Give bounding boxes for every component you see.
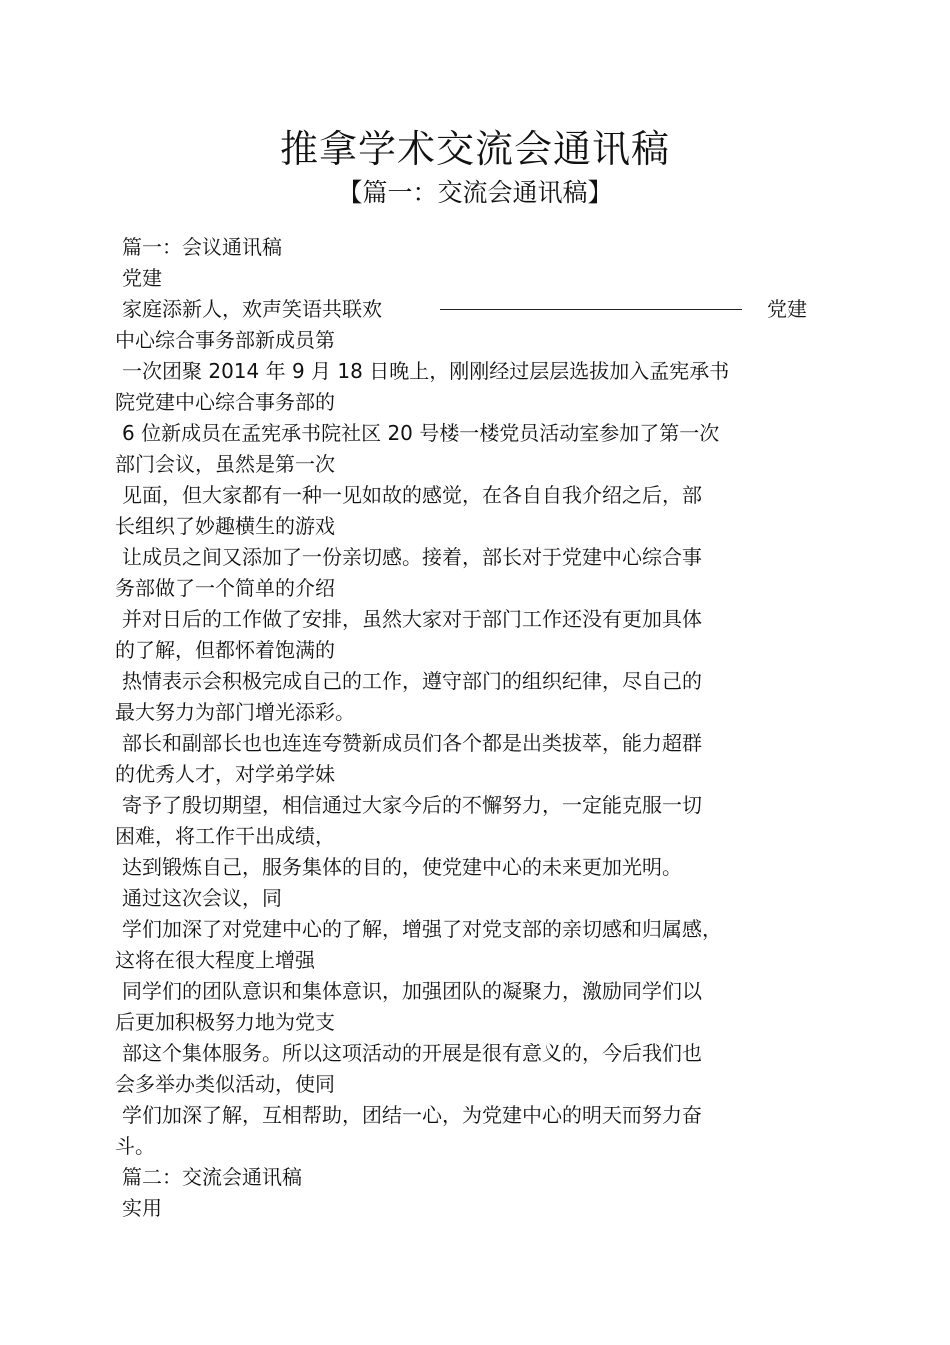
text-line: 热情表示会积极完成自己的工作，遵守部门的组织纪律，尽自己的	[122, 669, 702, 693]
text-line: 学们加深了解，互相帮助，团结一心，为党建中心的明天而努力奋	[122, 1103, 702, 1127]
text-line: 6 位新成员在孟宪承书院社区 20 号楼一楼党员活动室参加了第一次	[122, 421, 720, 445]
text-line: 这将在很大程度上增强	[115, 948, 315, 972]
text-line: 学们加深了对党建中心的了解，增强了对党支部的亲切感和归属感，	[122, 917, 722, 941]
horizontal-rule	[440, 309, 742, 310]
text-line: 部长和副部长也也连连夸赞新成员们各个都是出类拔萃，能力超群	[122, 731, 702, 755]
text-line: 部这个集体服务。所以这项活动的开展是很有意义的，今后我们也	[122, 1041, 702, 1065]
document-subtitle: 【篇一：交流会通讯稿】	[337, 178, 613, 207]
text-line: 实用	[122, 1196, 162, 1220]
text-line: 的了解，但都怀着饱满的	[115, 638, 335, 662]
text-line: 党建	[767, 297, 807, 321]
text-line: 让成员之间又添加了一份亲切感。接着，部长对于党建中心综合事	[122, 545, 702, 569]
text-line: 最大努力为部门增光添彩。	[115, 700, 355, 724]
text-line: 篇一：会议通讯稿	[122, 235, 282, 259]
document-title: 推拿学术交流会通讯稿	[279, 127, 670, 171]
text-line: 同学们的团队意识和集体意识，加强团队的凝聚力，激励同学们以	[122, 979, 702, 1003]
text-line: 通过这次会议，同	[122, 886, 282, 910]
text-line: 达到锻炼自己，服务集体的目的，使党建中心的未来更加光明。	[122, 855, 682, 879]
document-body	[115, 232, 835, 1224]
text-line: 中心综合事务部新成员第	[115, 328, 335, 352]
text-line: 务部做了一个简单的介绍	[115, 576, 335, 600]
text-line: 见面，但大家都有一种一见如故的感觉，在各自自我介绍之后，部	[122, 483, 702, 507]
text-line: 党建	[122, 266, 162, 290]
text-line: 并对日后的工作做了安排，虽然大家对于部门工作还没有更加具体	[122, 607, 702, 631]
text-line: 的优秀人才，对学弟学妹	[115, 762, 335, 786]
text-line: 院党建中心综合事务部的	[115, 390, 335, 414]
text-line-with-rule	[115, 294, 835, 325]
text-line: 斗。	[115, 1134, 155, 1158]
text-line: 会多举办类似活动，使同	[115, 1072, 335, 1096]
text-line: 部门会议，虽然是第一次	[115, 452, 335, 476]
text-line: 困难，将工作干出成绩，	[115, 824, 335, 848]
text-line: 篇二：交流会通讯稿	[122, 1165, 302, 1189]
text-line: 家庭添新人，欢声笑语共联欢	[122, 297, 382, 321]
text-line: 寄予了殷切期望，相信通过大家今后的不懈努力，一定能克服一切	[122, 793, 702, 817]
text-line: 长组织了妙趣横生的游戏	[115, 514, 335, 538]
text-line: 一次团聚 2014 年 9 月 18 日晚上，刚刚经过层层选拔加入孟宪承书	[122, 359, 730, 383]
text-line: 后更加积极努力地为党支	[115, 1010, 335, 1034]
